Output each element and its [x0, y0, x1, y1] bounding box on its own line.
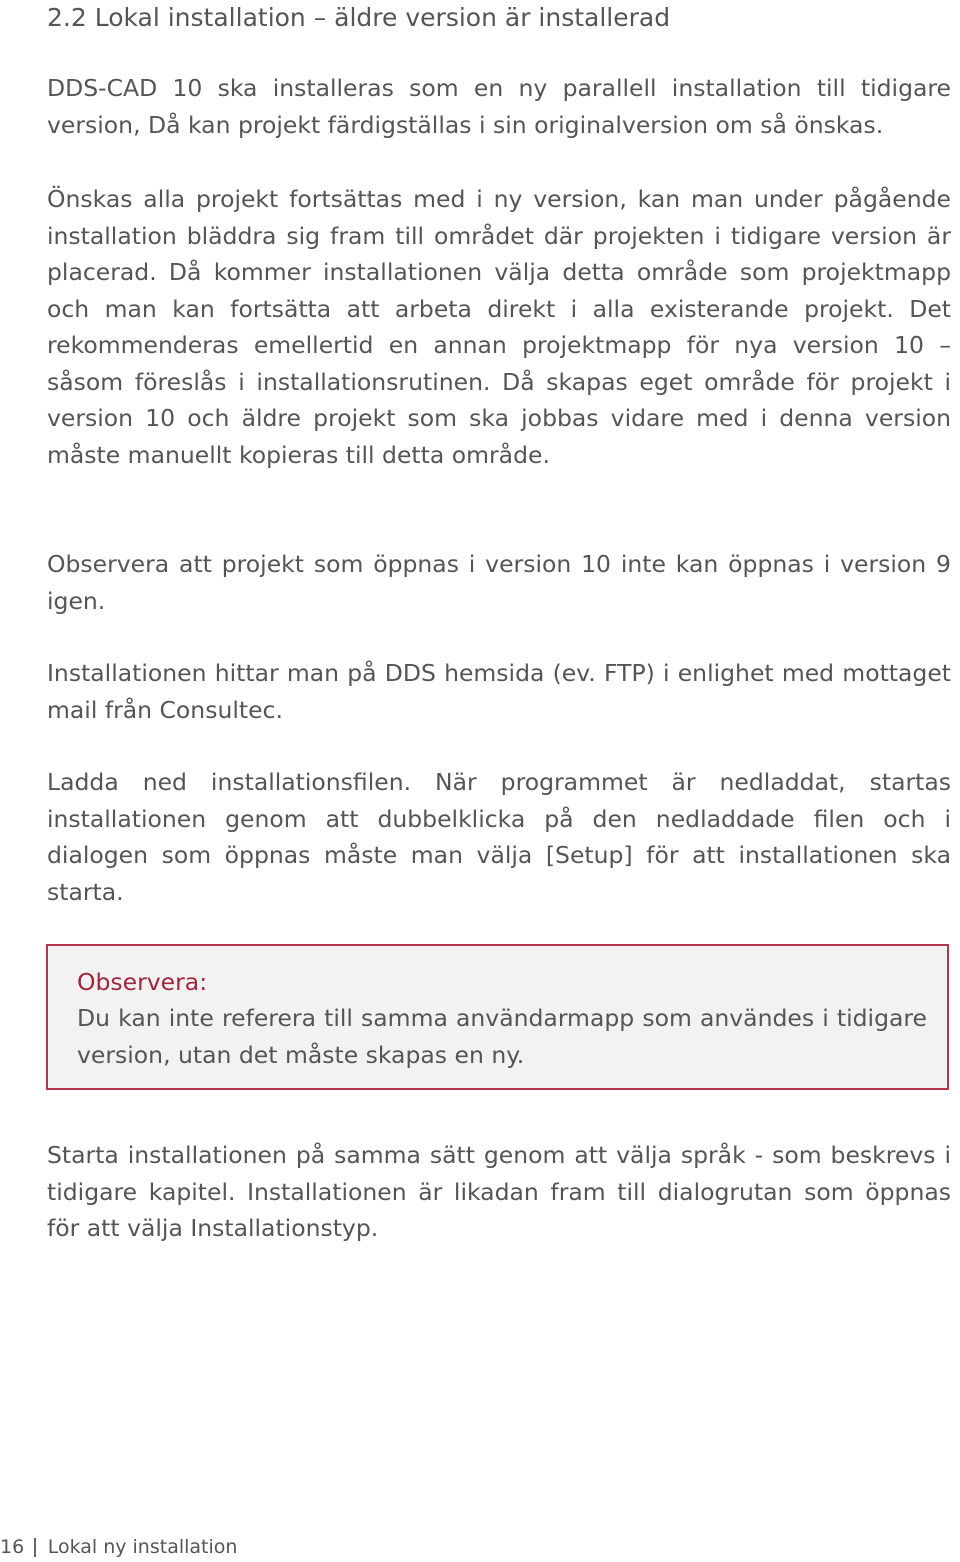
paragraph-start-installation: Starta installationen på samma sätt genom att välja språk - som beskrevs i tidigare kapitel. Installationen är likadan fram till dialogrutan som öppnas för att välja Installationstyp.	[47, 1141, 951, 1242]
paragraph-download-instructions: Ladda ned installationsfilen. När programmet är nedladdat, startas installationen genom att dubbelklicka på den nedladdade filen och i dialogen som öppnas måste man välja [Setup] för att installationen ska starta.	[47, 768, 951, 906]
paragraph-where-to-find: Installationen hittar man på DDS hemsida (ev. FTP) i enlighet med mottaget mail från Consultec.	[47, 659, 951, 724]
paragraph-version-warning: Observera att projekt som öppnas i version 10 inte kan öppnas i version 9 igen.	[47, 550, 951, 615]
page-footer	[0, 1533, 237, 1561]
notice-box	[46, 944, 949, 1090]
notice-title: Observera:	[77, 968, 208, 996]
page-number: 16	[0, 1536, 25, 1558]
paragraph-project-folder: Önskas alla projekt fortsättas med i ny version, kan man under pågående installation bläddra sig fram till området där projekten i tidigare version är placerad. Då kommer installationen välja detta område som projektmapp och man kan fortsätta att arbeta direkt i alla existerande projekt. Det rekommenderas emellertid en annan projektmapp för nya version 10 – såsom föreslås i installationsrutinen. Då skapas eget område för projekt i version 10 och äldre projekt som ska jobbas vidare med i denna version måste manuellt kopieras till detta område.	[47, 185, 951, 469]
footer-section-title: Lokal ny installation	[47, 1536, 238, 1558]
footer-divider	[34, 1538, 36, 1557]
paragraph-parallel-install: DDS-CAD 10 ska installeras som en ny parallell installation till tidigare version, Då kan projekt färdigställas i sin originalversion om så önskas.	[47, 74, 951, 139]
section-heading: 2.2 Lokal installation – äldre version är installerad	[47, 3, 671, 32]
notice-text: Du kan inte referera till samma användarmapp som användes i tidigare version, utan det måste skapas en ny.	[77, 1004, 927, 1069]
